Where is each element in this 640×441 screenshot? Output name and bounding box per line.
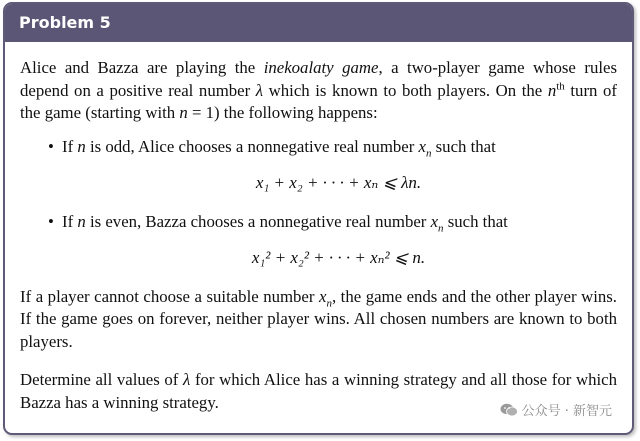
th-superscript: th	[556, 79, 565, 92]
intro-text-5: = 1) the following happens:	[187, 103, 378, 122]
bullet-odd-text-2: is odd, Alice chooses a nonnegative real number	[85, 136, 419, 156]
n-symbol-2: n	[179, 103, 188, 122]
question-text-2: for which Alice has a winning strategy and all those for which Bazza has a winning strategy.	[20, 370, 617, 412]
problem-body	[5, 42, 632, 414]
bullet-even-text-2: is even, Bazza chooses a nonnegative real number	[85, 211, 431, 231]
rules-text-2: , the game ends and the other player wins. If the game goes on forever, neither player wins. All chosen numbers are known to both players.	[20, 286, 617, 351]
formula-alice: x₁ + x₂ + · · · + xₙ ⩽ λn.	[255, 173, 422, 192]
game-name: inekoalaty game	[263, 58, 379, 77]
problem-title: Problem 5	[5, 4, 632, 42]
x-subscript: n	[326, 296, 332, 309]
intro-text-2: , a two-player game whose rules depend on a positive real number	[20, 58, 617, 100]
bullet-even-text-1: If	[62, 211, 78, 231]
x-symbol: x	[418, 136, 426, 156]
intro-text-1: Alice and Bazza are playing the	[20, 58, 264, 77]
bullet-even	[20, 211, 617, 234]
x-subscript: n	[425, 146, 432, 159]
x-symbol: x	[430, 211, 439, 231]
n-symbol: n	[77, 211, 86, 231]
lambda-symbol: λ	[255, 80, 264, 100]
intro-paragraph	[20, 57, 617, 125]
problem-card	[3, 2, 634, 435]
lambda-symbol: λ	[183, 370, 191, 389]
bullet-dot-icon: •	[48, 211, 54, 231]
bullet-odd	[20, 136, 617, 159]
x-symbol: x	[319, 286, 327, 306]
rules-text-1: If a player cannot choose a suitable number	[20, 286, 319, 306]
bullet-even-text-3: such that	[443, 211, 508, 231]
bullet-odd-text-3: such that	[431, 136, 496, 156]
intro-text-3: which is known to both players. On the	[263, 80, 548, 100]
formula-bazza: x₁² + x₂² + · · · + xₙ² ⩽ n.	[251, 248, 426, 267]
n-symbol: n	[77, 136, 86, 156]
watermark	[500, 400, 612, 419]
x-subscript: n	[438, 221, 444, 234]
bullet-dot-icon: •	[48, 136, 54, 156]
intro-text-4: turn of the game (starting with	[20, 80, 617, 122]
rules-paragraph	[20, 286, 617, 354]
watermark-text: 公众号 · 新智元	[521, 404, 612, 419]
bullet-odd-text-1: If	[62, 136, 78, 156]
question-text-1: Determine all values of	[20, 370, 184, 389]
n-symbol: n	[547, 80, 557, 100]
wechat-icon	[500, 403, 518, 417]
